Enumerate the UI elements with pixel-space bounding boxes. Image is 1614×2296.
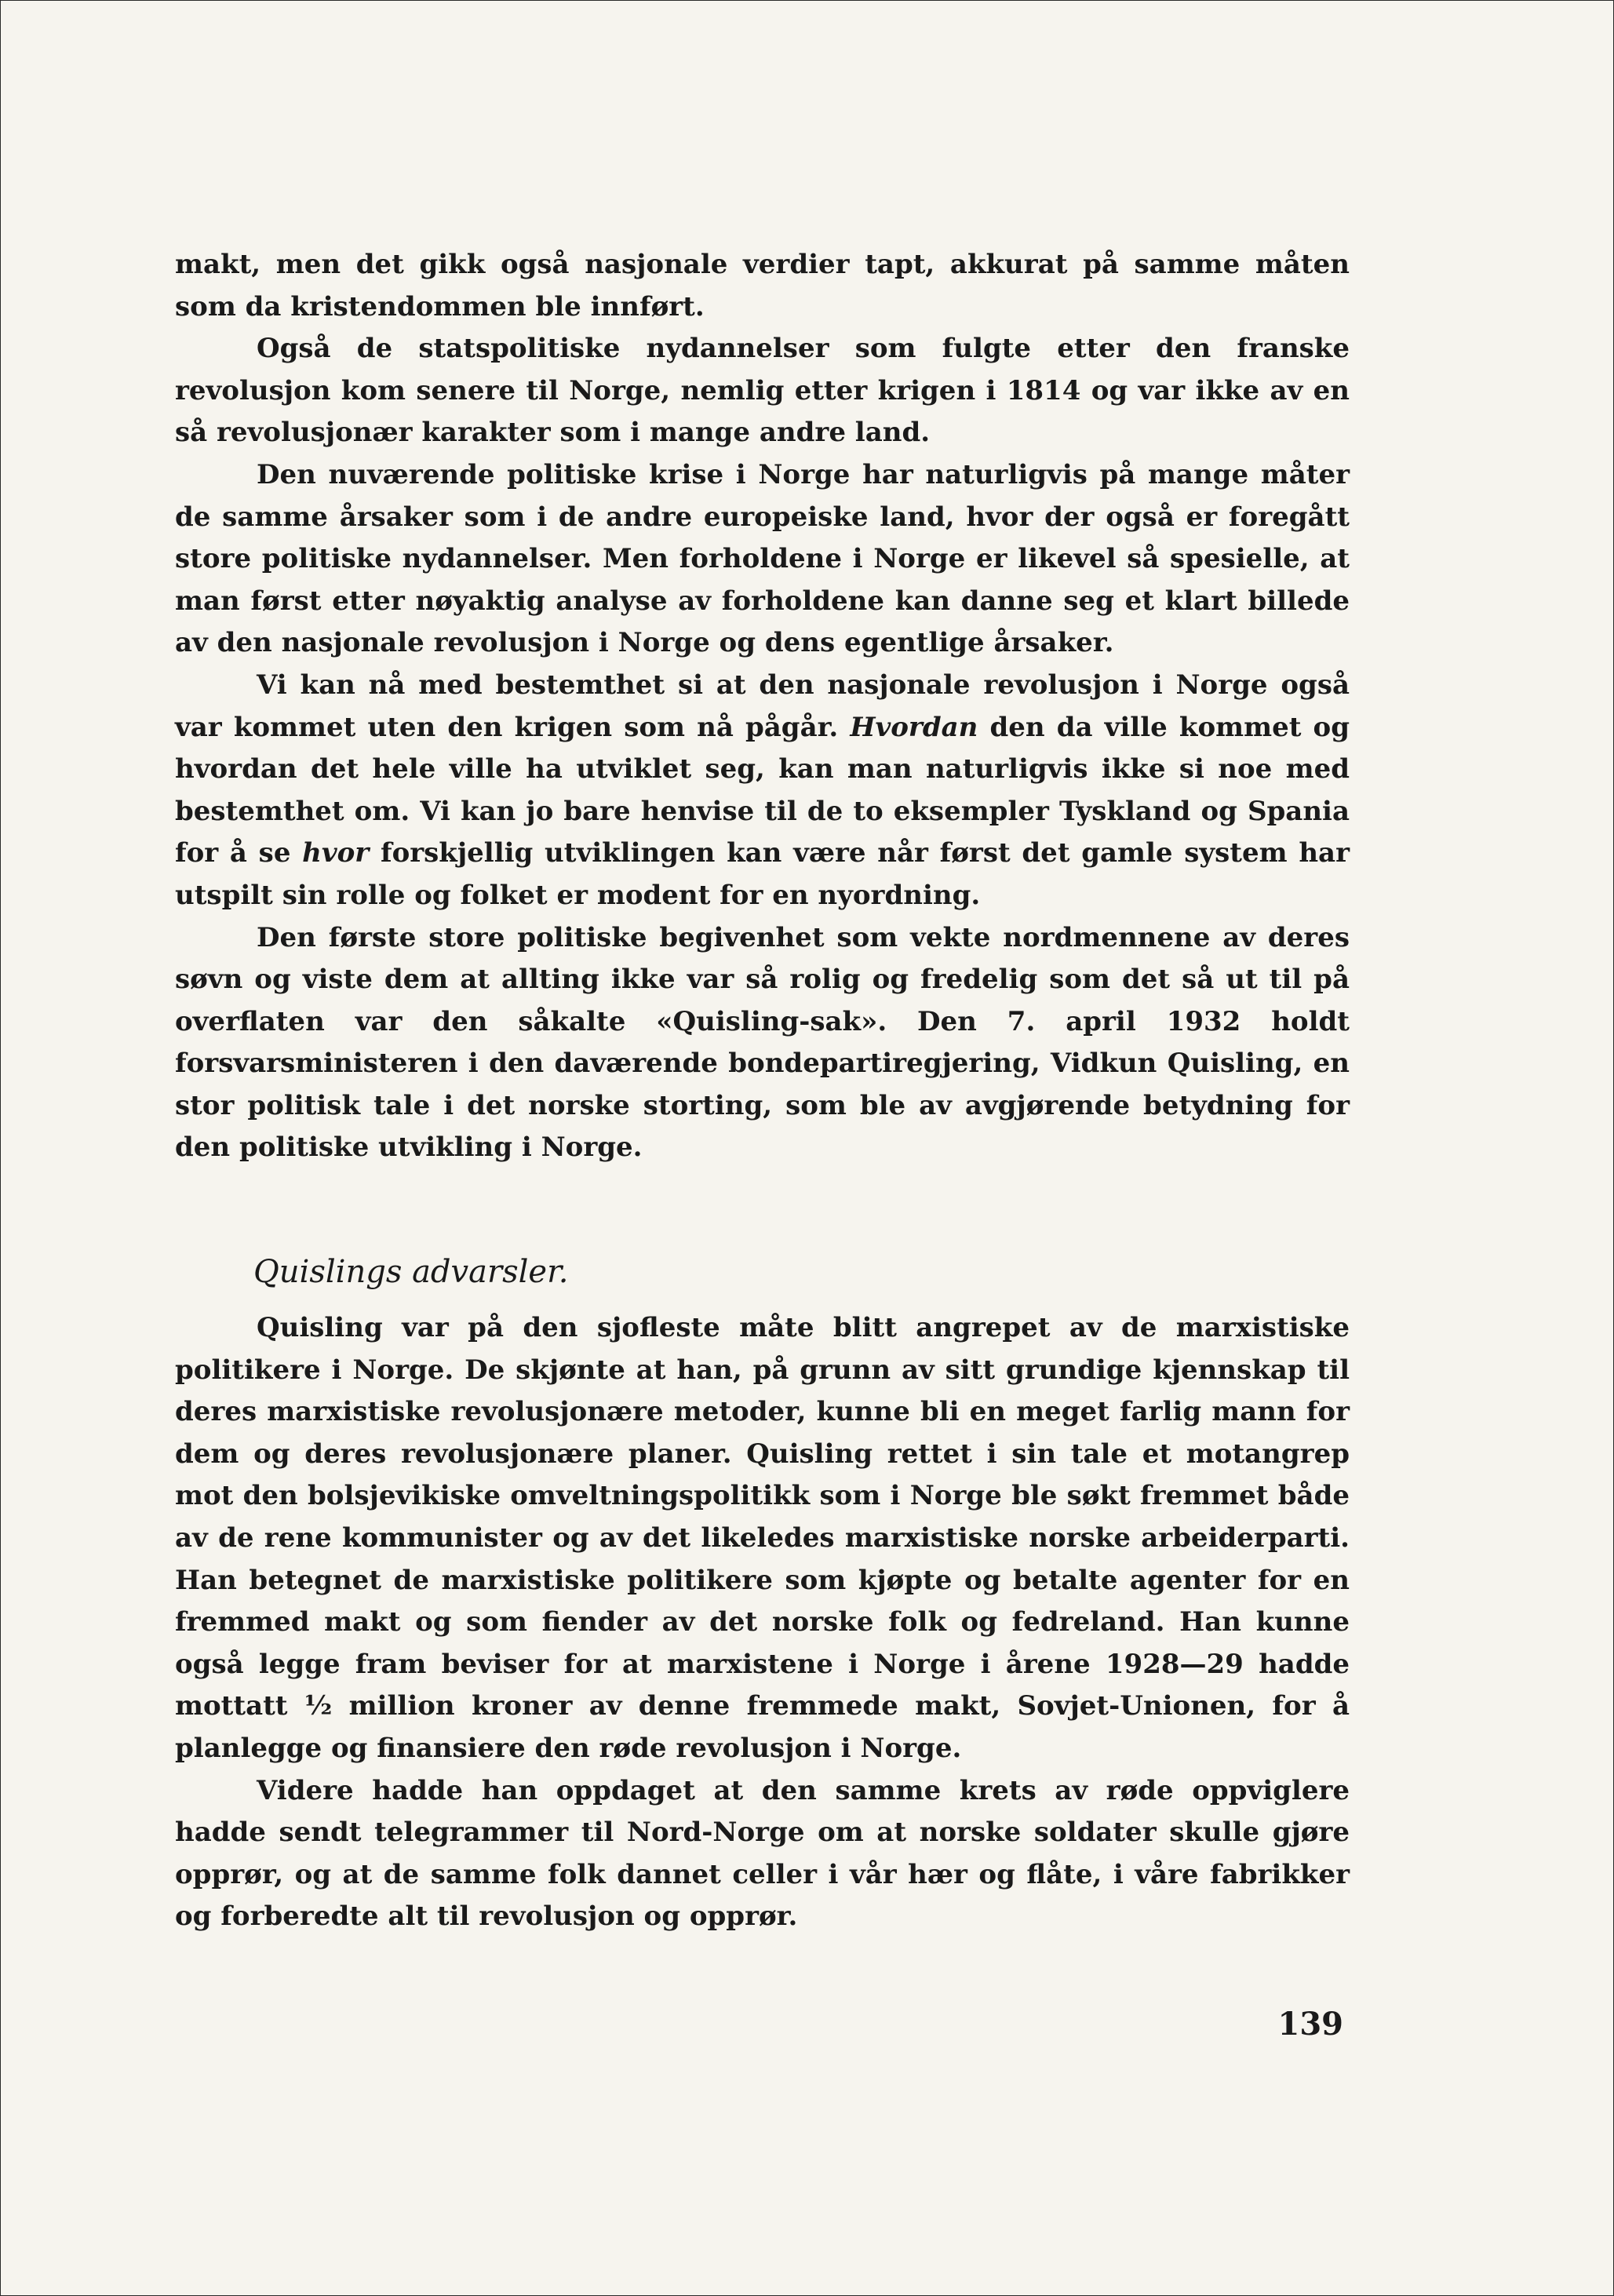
text-run: den da ville kommet og hvordan det hele ville ha utviklet seg, kan man naturligvis ikke si noe med bestemthet om. Vi kan jo bare henvise til de to eksempler Tyskland og Spania for å se <box>175 711 1350 869</box>
section-heading: Quislings advarsler. <box>253 1254 569 1290</box>
paragraph: Den nuværende politiske krise i Norge har naturligvis på mange måter de samme årsaker som i de andre europeiske land, hvor der også er foregått store politiske nydannelser. Men forholdene i Norge er likevel så spesielle, at man først etter nøyaktig analyse av forholdene kan danne seg et klart billede av den nasjonale revolusjon i Norge og dens egentlige årsaker. <box>175 458 1350 659</box>
emphasis-word: Hvordan <box>850 711 978 743</box>
text-run: Vi kan nå med bestemthet si at den nasjonale revolusjon i Norge også var kommet uten den krigen som nå pågår. <box>175 669 1350 743</box>
emphasis-word: hvor <box>302 837 370 869</box>
paragraph: Også de statspolitiske nydannelser som fulgte etter den franske revolusjon kom senere til Norge, nemlig etter krigen i 1814 og var ikke av en så revolusjonær karakter som i mange andre land. <box>175 333 1350 449</box>
body-text-top <box>175 244 1350 1169</box>
page-number: 139 <box>1277 2006 1343 2043</box>
paragraph: Den første store politiske begivenhet som vekte nordmennene av deres søvn og viste dem at allting ikke var så rolig og fredelig som det så ut til på overflaten var den såkalte «Quisling-sak». Den 7. april 1932 holdt forsvarsministeren i den daværende bondepartiregjering, Vidkun Quisling, en stor politisk tale i det norske storting, som ble av avgjørende betydning for den politiske utvikling i Norge. <box>175 921 1350 1164</box>
text-run: forskjellig utviklingen kan være når først det gamle system har utspilt sin rolle og folket er modent for en nyordning. <box>175 837 1350 911</box>
paragraph: Quisling var på den sjofleste måte blitt angrepet av de marxistiske politikere i Norge. De skjønte at han, på grunn av sitt grundige kjennskap til deres marxistiske revolusjonære metoder, kunne bli en meget farlig mann for dem og deres revolusjonære planer. Quisling rettet i sin tale et motangrep mot den bolsjevikiske omveltningspolitikk som i Norge ble søkt fremmet både av de rene kommunister og av det likeledes marxistiske norske arbeiderparti. Han betegnet de marxistiske politikere som kjøpte og betalte agenter for en fremmed makt og som fiender av det norske folk og fedreland. Han kunne også legge fram beviser for at marxistene i Norge i årene 1928—29 hadde mottatt ½ million kroner av denne fremmede makt, Sovjet-Unionen, for å planlegge og finansiere den røde revolusjon i Norge. <box>175 1312 1350 1764</box>
paragraph-continuation: makt, men det gikk også nasjonale verdier tapt, akkurat på samme måten som da kristendommen ble innført. <box>175 249 1350 323</box>
paragraph: Videre hadde han oppdaget at den samme krets av røde oppviglere hadde sendt telegrammer til Nord-Norge om at norske soldater skulle gjøre opprør, og at de samme folk dannet celler i vår hær og flåte, i våre fabrikker og forberedte alt til revolusjon og opprør. <box>175 1774 1350 1933</box>
body-text-bottom <box>175 1307 1350 1938</box>
paragraph-with-emphasis <box>175 665 1350 917</box>
